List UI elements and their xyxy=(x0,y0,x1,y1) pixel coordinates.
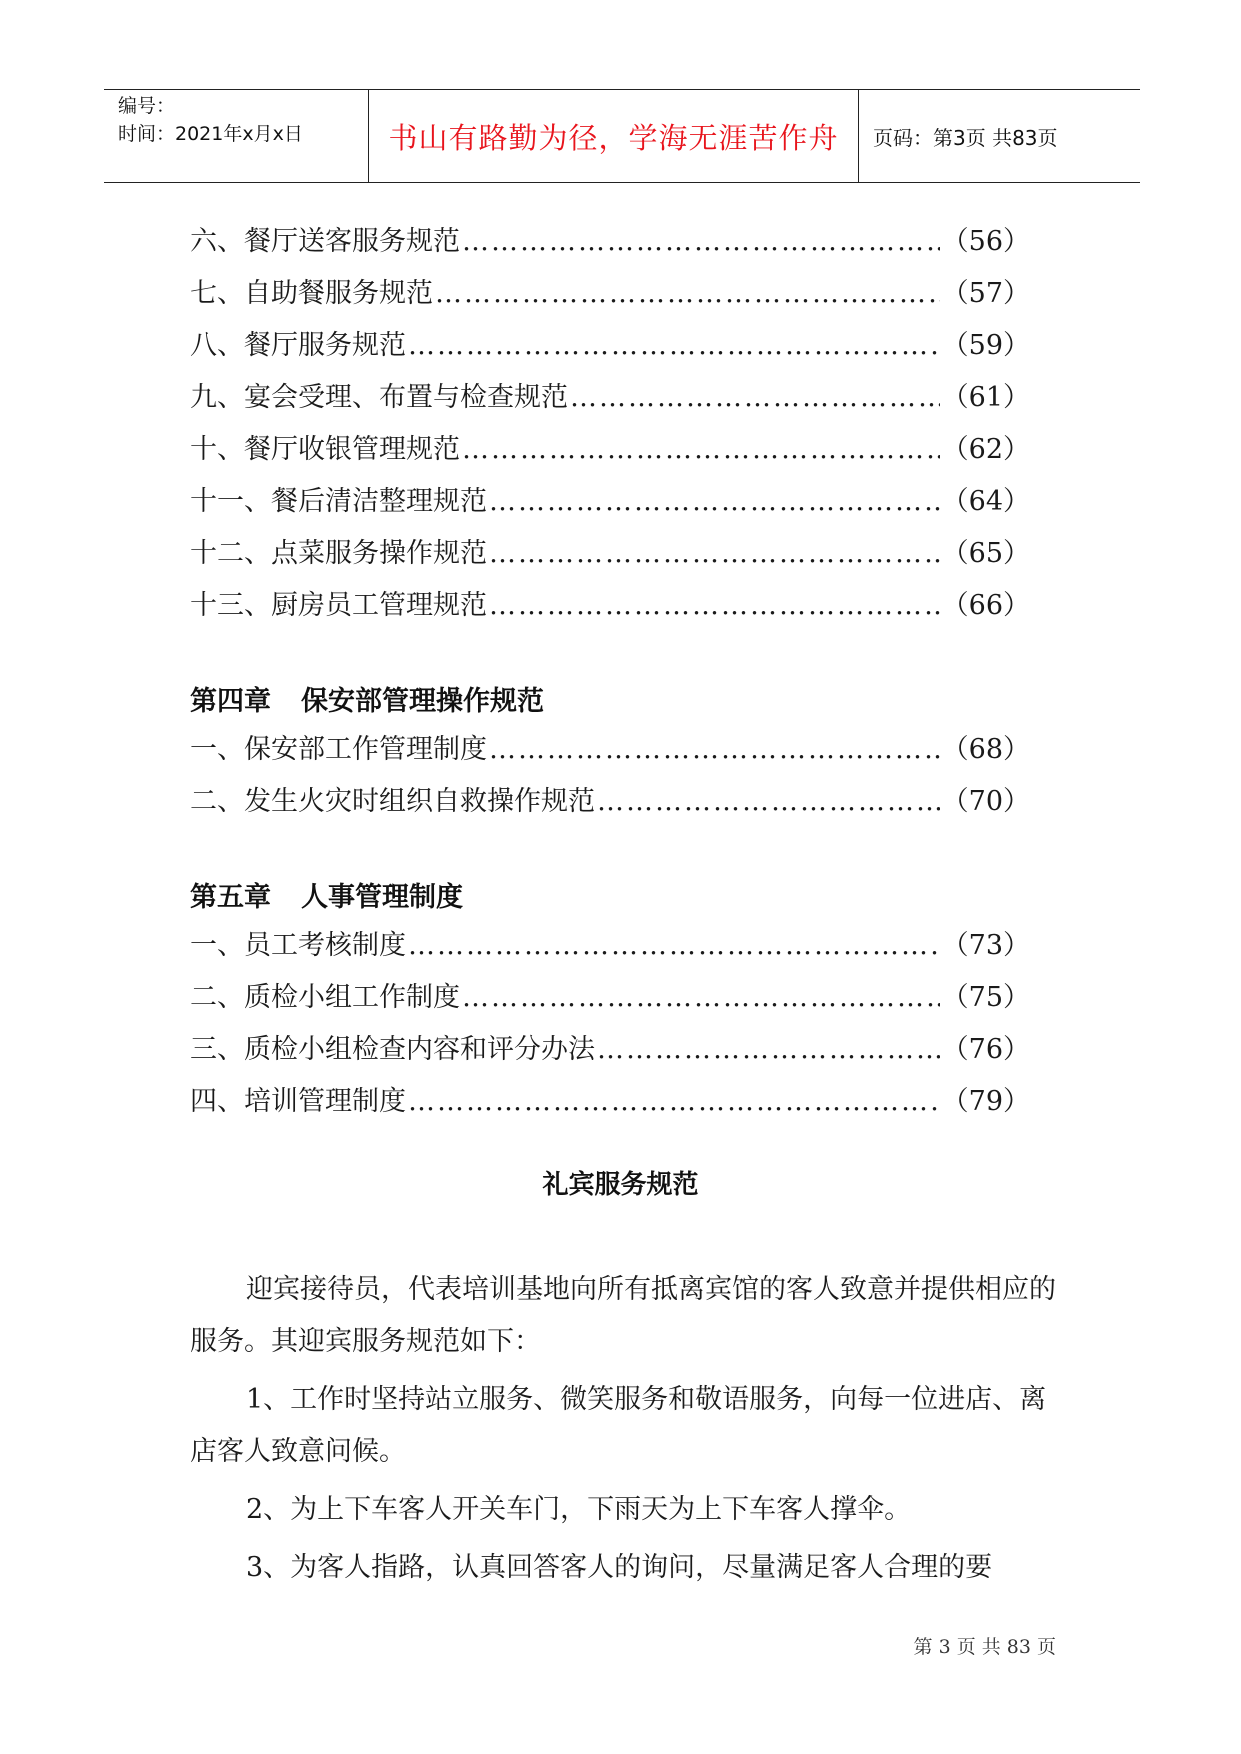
toc-entry-title: 八、餐厅服务规范 xyxy=(190,330,406,361)
paragraph: 迎宾接待员，代表培训基地向所有抵离宾馆的客人致意并提供相应的服务。其迎宾服务规范如下： xyxy=(190,1274,1056,1357)
toc-leader-dots xyxy=(462,226,940,257)
header-motto-cell xyxy=(369,90,859,182)
motto: 书山有路勤为径，学海无涯苦作舟 xyxy=(388,120,839,155)
page-header xyxy=(104,89,1140,183)
toc-entry-page: （76） xyxy=(941,1034,1030,1065)
toc-entry xyxy=(190,479,1030,531)
toc-entry xyxy=(190,583,1030,635)
toc-entry-page: （56） xyxy=(941,226,1030,257)
toc-group-2 xyxy=(190,727,1030,831)
toc-entry-page: （79） xyxy=(941,1086,1030,1117)
toc-entry xyxy=(190,427,1030,479)
toc-entry-title: 九、宴会受理、布置与检查规范 xyxy=(190,382,568,413)
toc-group-1 xyxy=(190,219,1030,635)
toc-group-3 xyxy=(190,923,1030,1131)
toc-entry-title: 七、自助餐服务规范 xyxy=(190,278,433,309)
toc-entry xyxy=(190,1027,1030,1079)
toc-entry xyxy=(190,1079,1030,1131)
page-footer: 第 3 页 共 83 页 xyxy=(913,1636,1056,1658)
toc-entry xyxy=(190,923,1030,975)
toc-entry-page: （73） xyxy=(941,930,1030,961)
toc-entry-title: 一、员工考核制度 xyxy=(190,930,406,961)
toc-entry-page: （62） xyxy=(941,434,1030,465)
toc-entry-title: 十、餐厅收银管理规范 xyxy=(190,434,460,465)
toc-leader-dots xyxy=(408,930,940,961)
time-label: 时间：2021年x月x日 xyxy=(118,123,303,145)
toc-entry-page: （57） xyxy=(941,278,1030,309)
chapter-title: 人事管理制度 xyxy=(301,882,463,913)
toc-entry-title: 四、培训管理制度 xyxy=(190,1086,406,1117)
chapter-heading xyxy=(190,677,1030,727)
chapter-number: 第五章 xyxy=(190,882,271,913)
toc-entry-title: 十一、餐后清洁整理规范 xyxy=(190,486,487,517)
toc-leader-dots xyxy=(489,538,940,569)
paragraph: 1、工作时坚持站立服务、微笑服务和敬语服务，向每一位进店、离店客人致意问候。 xyxy=(190,1384,1047,1467)
toc-entry-title: 二、质检小组工作制度 xyxy=(190,982,460,1013)
toc-leader-dots xyxy=(408,1086,940,1117)
toc-entry-page: （64） xyxy=(941,486,1030,517)
chapter-title: 保安部管理操作规范 xyxy=(301,686,544,717)
toc-entry-page: （75） xyxy=(941,982,1030,1013)
header-page-cell xyxy=(859,90,1140,182)
number-label: 编号： xyxy=(118,95,176,117)
toc-entry xyxy=(190,271,1030,323)
table-of-contents xyxy=(190,219,1030,1131)
paragraph: 2、为上下车客人开关车门，下雨天为上下车客人撑伞。 xyxy=(246,1494,912,1525)
toc-entry-title: 二、发生火灾时组织自救操作规范 xyxy=(190,786,595,817)
toc-leader-dots xyxy=(408,330,940,361)
toc-entry-title: 三、质检小组检查内容和评分办法 xyxy=(190,1034,595,1065)
toc-entry xyxy=(190,375,1030,427)
chapter-heading xyxy=(190,873,1030,923)
toc-leader-dots xyxy=(462,434,940,465)
toc-leader-dots xyxy=(489,590,940,621)
page-info: 页码：第3页 共83页 xyxy=(873,125,1058,150)
toc-entry xyxy=(190,219,1030,271)
paragraph: 3、为客人指路，认真回答客人的询问，尽量满足客人合理的要 xyxy=(246,1552,993,1583)
chapter-number: 第四章 xyxy=(190,686,271,717)
toc-leader-dots xyxy=(435,278,940,309)
body-text xyxy=(190,1264,1060,1600)
toc-entry-title: 十二、点菜服务操作规范 xyxy=(190,538,487,569)
toc-entry xyxy=(190,779,1030,831)
toc-leader-dots xyxy=(570,382,940,413)
toc-leader-dots xyxy=(462,982,940,1013)
toc-entry-page: （59） xyxy=(941,330,1030,361)
toc-leader-dots xyxy=(489,486,940,517)
toc-leader-dots xyxy=(597,1034,940,1065)
toc-entry xyxy=(190,323,1030,375)
toc-entry xyxy=(190,727,1030,779)
toc-leader-dots xyxy=(597,786,940,817)
toc-entry-page: （68） xyxy=(941,734,1030,765)
toc-entry xyxy=(190,531,1030,583)
toc-entry-title: 六、餐厅送客服务规范 xyxy=(190,226,460,257)
header-meta xyxy=(104,90,369,182)
toc-entry-page: （66） xyxy=(941,590,1030,621)
toc-entry-page: （61） xyxy=(941,382,1030,413)
toc-entry-title: 一、保安部工作管理制度 xyxy=(190,734,487,765)
toc-entry-page: （70） xyxy=(941,786,1030,817)
toc-entry-title: 十三、厨房员工管理规范 xyxy=(190,590,487,621)
toc-entry xyxy=(190,975,1030,1027)
section-title: 礼宾服务规范 xyxy=(542,1170,699,1200)
toc-leader-dots xyxy=(489,734,940,765)
toc-entry-page: （65） xyxy=(941,538,1030,569)
